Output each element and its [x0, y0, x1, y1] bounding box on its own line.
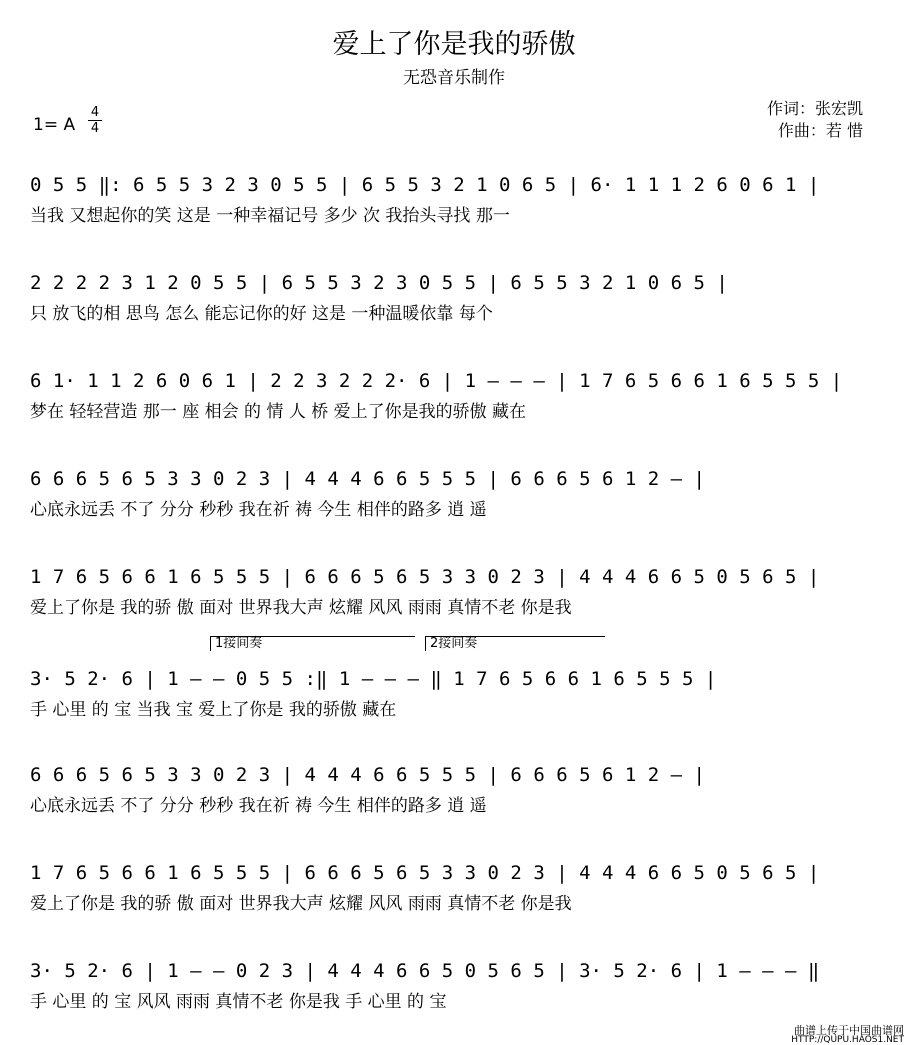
notes-line: 6 6 6 5 6 5 3 3 0 2 3 | 4 4 4 6 6 5 5 5 | 6 6 6 5 6 1 2 – |	[30, 468, 705, 490]
notes-line: 2 2 2 2 3 1 2 0 5 5 | 6 5 5 3 2 3 0 5 5 | 6 5 5 3 2 1 0 6 5 |	[30, 272, 728, 294]
notes-line: 6 1· 1 1 2 6 0 6 1 | 2 2 3 2 2 2· 6 | 1 – – – | 1 7 6 5 6 6 1 6 5 5 5 |	[30, 370, 843, 392]
time-signature	[88, 106, 102, 135]
score-system-2	[30, 268, 870, 348]
lyrics-line: 梦在 轻轻营造 那一 座 相会 的 情 人 桥 爱上了你是我的骄傲 藏在	[30, 402, 527, 422]
volta-first: 1接间奏	[210, 636, 415, 651]
song-subtitle: 无恐音乐制作	[403, 68, 505, 88]
lyrics-line: 爱上了你是 我的骄 傲 面对 世界我大声 炫耀 风风 雨雨 真情不老 你是我	[30, 598, 572, 618]
notes-line: 6 6 6 5 6 5 3 3 0 2 3 | 4 4 4 6 6 5 5 5 | 6 6 6 5 6 1 2 – |	[30, 764, 705, 786]
key-signature: 1= A	[33, 115, 76, 135]
score-system-4	[30, 464, 870, 544]
footer-site-url: HTTP://QUPU.HAOS1.NET	[791, 1035, 904, 1045]
score-system-9	[30, 956, 870, 1036]
notes-line: 3· 5 2· 6 | 1 – – 0 2 3 | 4 4 4 6 6 5 0 5 6 5 | 3· 5 2· 6 | 1 – – – ‖	[30, 960, 820, 982]
lyrics-line: 心底永远丢 不了 分分 秒秒 我在祈 祷 今生 相伴的路多 逍 遥	[30, 500, 487, 520]
notes-line: 1 7 6 5 6 6 1 6 5 5 5 | 6 6 6 5 6 5 3 3 0 2 3 | 4 4 4 6 6 5 0 5 6 5 |	[30, 566, 820, 588]
lyricist-credit: 作词：张宏凯	[766, 99, 863, 118]
composer-credit: 作曲：若 惜	[777, 121, 863, 140]
lyrics-line: 爱上了你是 我的骄 傲 面对 世界我大声 炫耀 风风 雨雨 真情不老 你是我	[30, 894, 572, 914]
score-system-5	[30, 562, 870, 642]
score-system-7	[30, 760, 870, 840]
score-system-3	[30, 366, 870, 446]
volta-second: 2接间奏	[425, 636, 605, 651]
song-title: 爱上了你是我的骄傲	[332, 29, 576, 60]
time-signature-bottom: 4	[90, 121, 100, 136]
lyrics-line: 手 心里 的 宝 当我 宝 爱上了你是 我的骄傲 藏在	[30, 700, 397, 720]
lyrics-line: 当我 又想起你的笑 这是 一种幸福记号 多少 次 我抬头寻找 那一	[30, 206, 510, 226]
lyrics-line: 心底永远丢 不了 分分 秒秒 我在祈 祷 今生 相伴的路多 逍 遥	[30, 796, 487, 816]
score-system-6	[30, 636, 870, 744]
score-system-1	[30, 170, 870, 250]
lyrics-line: 只 放飞的相 思鸟 怎么 能忘记你的好 这是 一种温暖依靠 每个	[30, 304, 493, 324]
time-signature-top: 4	[90, 105, 100, 120]
lyrics-line: 手 心里 的 宝 风风 雨雨 真情不老 你是我 手 心里 的 宝	[30, 992, 447, 1012]
score-system-8	[30, 858, 870, 938]
footer-site-name: 曲谱上传于中国曲谱网	[794, 1024, 904, 1037]
notes-line: 0 5 5 ‖: 6 5 5 3 2 3 0 5 5 | 6 5 5 3 2 1 0 6 5 | 6· 1 1 1 2 6 0 6 1 |	[30, 174, 820, 196]
notes-line: 3· 5 2· 6 | 1 – – 0 5 5 :‖ 1 – – – ‖ 1 7 6 5 6 6 1 6 5 5 5 |	[30, 668, 717, 690]
notes-line: 1 7 6 5 6 6 1 6 5 5 5 | 6 6 6 5 6 5 3 3 0 2 3 | 4 4 4 6 6 5 0 5 6 5 |	[30, 862, 820, 884]
